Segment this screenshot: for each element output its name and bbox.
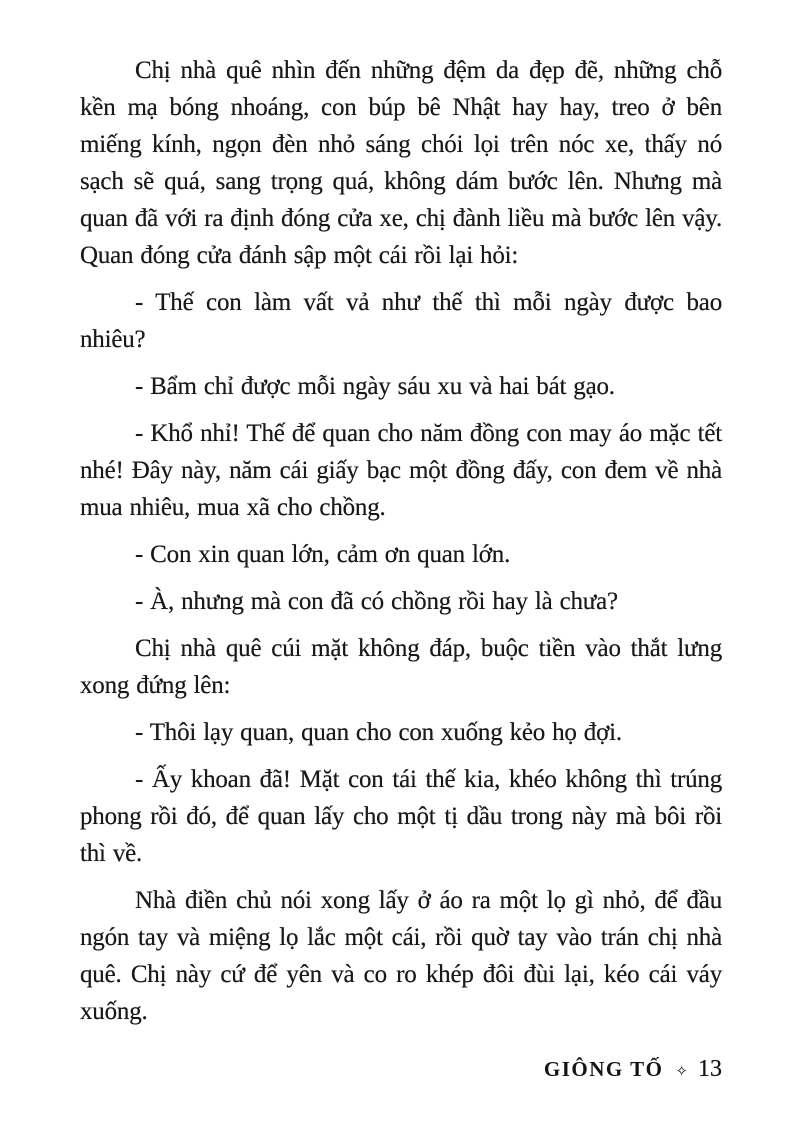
paragraph: Chị nhà quê nhìn đến những đệm da đẹp đẽ, những chỗ kền mạ bóng nhoáng, con búp bê Nhật hay hay, treo ở bên miếng kính, ngọn đèn nhỏ sáng chói lọi trên nóc xe, thấy nó sạch sẽ quá, sang trọng quá, không dám bước lên. Nhưng mà quan đã với ra định đóng cửa xe, chị đành liều mà bước lên vậy. Quan đóng cửa đánh sập một cái rồi lại hỏi: <box>80 57 723 269</box>
paragraph: - Khổ nhỉ! Thế để quan cho năm đồng con may áo mặc tết nhé! Đây này, năm cái giấy bạc một đồng đấy, con đem về nhà mua nhiêu, mua xã cho chồng. <box>80 420 722 521</box>
text-block <box>80 52 722 1030</box>
paragraph: Chị nhà quê cúi mặt không đáp, buộc tiền vào thắt lưng xong đứng lên: <box>80 635 722 699</box>
paragraph: Nhà điền chủ nói xong lấy ở áo ra một lọ gì nhỏ, để đầu ngón tay và miệng lọ lắc một cái, rồi quờ tay vào trán chị nhà quê. Chị này cứ để yên và co ro khép đôi đùi lại, kéo cái váy xuống. <box>80 887 722 1025</box>
paragraph: - Con xin quan lớn, cảm ơn quan lớn. <box>135 541 511 568</box>
paragraph: - Bẩm chỉ được mỗi ngày sáu xu và hai bát gạo. <box>135 373 615 400</box>
paragraph: - Thôi lạy quan, quan cho con xuống kẻo họ đợi. <box>135 719 622 746</box>
running-title: GIÔNG TỐ <box>543 1057 664 1081</box>
page-number: 13 <box>698 1056 722 1082</box>
four-pointed-star-icon: ✧ <box>675 1061 688 1080</box>
page-footer <box>544 1056 722 1083</box>
paragraph: - Thế con làm vất vả như thế thì mỗi ngày được bao nhiêu? <box>80 289 722 353</box>
paragraph: - Ấy khoan đã! Mặt con tái thế kia, khéo không thì trúng phong rồi đó, để quan lấy cho một tị dầu trong này mà bôi rồi thì về. <box>80 766 722 867</box>
paragraph: - À, nhưng mà con đã có chồng rồi hay là chưa? <box>135 588 618 615</box>
